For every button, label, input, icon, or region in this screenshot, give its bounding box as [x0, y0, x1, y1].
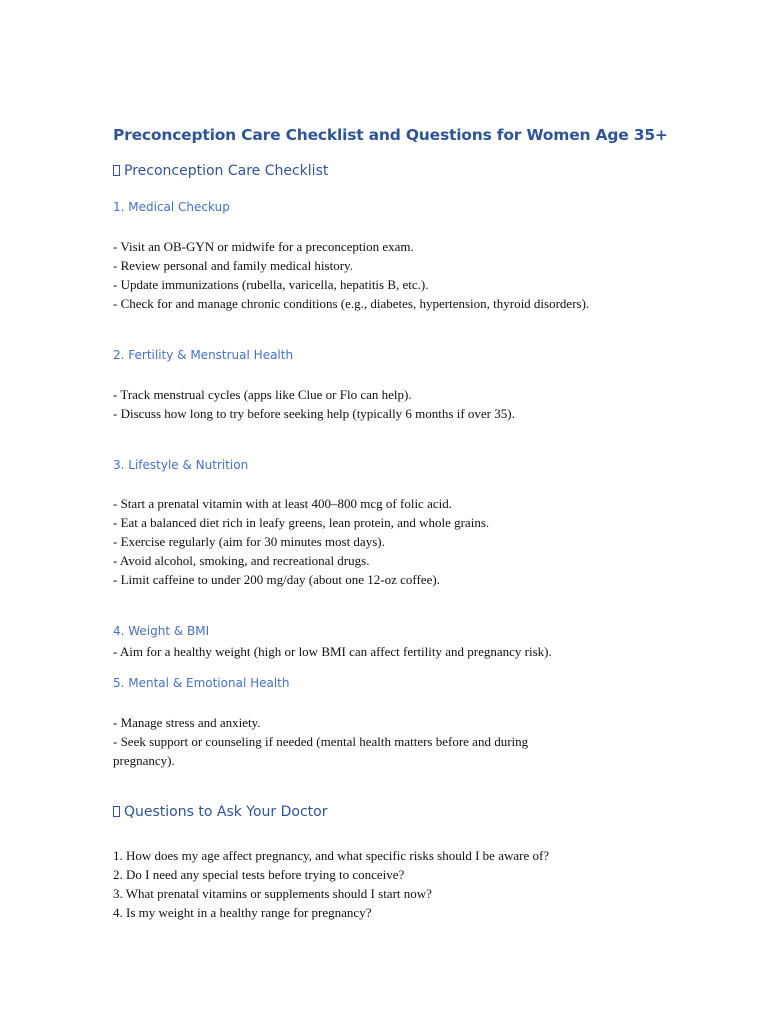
document-title: Preconception Care Checklist and Questions for Women Age 35+ [113, 126, 668, 144]
subsection-body-mental [113, 713, 593, 770]
subsection-heading-lifestyle: 3. Lifestyle & Nutrition [113, 458, 249, 472]
subsection-body-fertility [113, 385, 673, 423]
list-item: - Aim for a healthy weight (high or low BMI can affect fertility and pregnancy risk). [113, 644, 552, 659]
list-item: - Track menstrual cycles (apps like Clue or Flo can help). [113, 387, 412, 402]
list-item: - Avoid alcohol, smoking, and recreational drugs. [113, 553, 370, 568]
list-item: - Review personal and family medical history. [113, 258, 353, 273]
list-item: - Update immunizations (rubella, varicella, hepatitis B, etc.). [113, 277, 429, 292]
questions-section-heading [113, 804, 328, 820]
list-item: - Limit caffeine to under 200 mg/day (about one 12-oz coffee). [113, 572, 440, 587]
list-item: 3. What prenatal vitamins or supplements should I start now? [113, 886, 432, 901]
subsection-body-weight [113, 642, 673, 661]
list-item: - Visit an OB-GYN or midwife for a preconception exam. [113, 239, 414, 254]
list-item: - Manage stress and anxiety. [113, 715, 261, 730]
list-item: - Discuss how long to try before seeking help (typically 6 months if over 35). [113, 406, 515, 421]
subsection-heading-weight: 4. Weight & BMI [113, 624, 210, 638]
list-item: 1. How does my age affect pregnancy, and what specific risks should I be aware of? [113, 848, 550, 863]
checklist-section-title: Preconception Care Checklist [124, 163, 329, 179]
list-item: 4. Is my weight in a healthy range for pregnancy? [113, 905, 372, 920]
subsection-heading-medical-checkup: 1. Medical Checkup [113, 200, 230, 214]
checkbox-icon [113, 806, 120, 817]
questions-list [113, 846, 673, 922]
subsection-body-lifestyle [113, 494, 673, 589]
list-item: - Check for and manage chronic conditions (e.g., diabetes, hypertension, thyroid disorders). [113, 296, 590, 311]
subsection-heading-fertility: 2. Fertility & Menstrual Health [113, 348, 294, 362]
list-item: - Exercise regularly (aim for 30 minutes most days). [113, 534, 385, 549]
list-item: - Start a prenatal vitamin with at least 400–800 mcg of folic acid. [113, 496, 452, 511]
subsection-heading-mental: 5. Mental & Emotional Health [113, 676, 290, 690]
list-item: 2. Do I need any special tests before trying to conceive? [113, 867, 405, 882]
list-item: - Seek support or counseling if needed (mental health matters before and during pregnancy). [113, 734, 529, 768]
questions-section-title: Questions to Ask Your Doctor [124, 804, 328, 820]
checkbox-icon [113, 165, 120, 176]
checklist-section-heading [113, 163, 328, 179]
list-item: - Eat a balanced diet rich in leafy greens, lean protein, and whole grains. [113, 515, 490, 530]
subsection-body-medical-checkup [113, 237, 673, 313]
